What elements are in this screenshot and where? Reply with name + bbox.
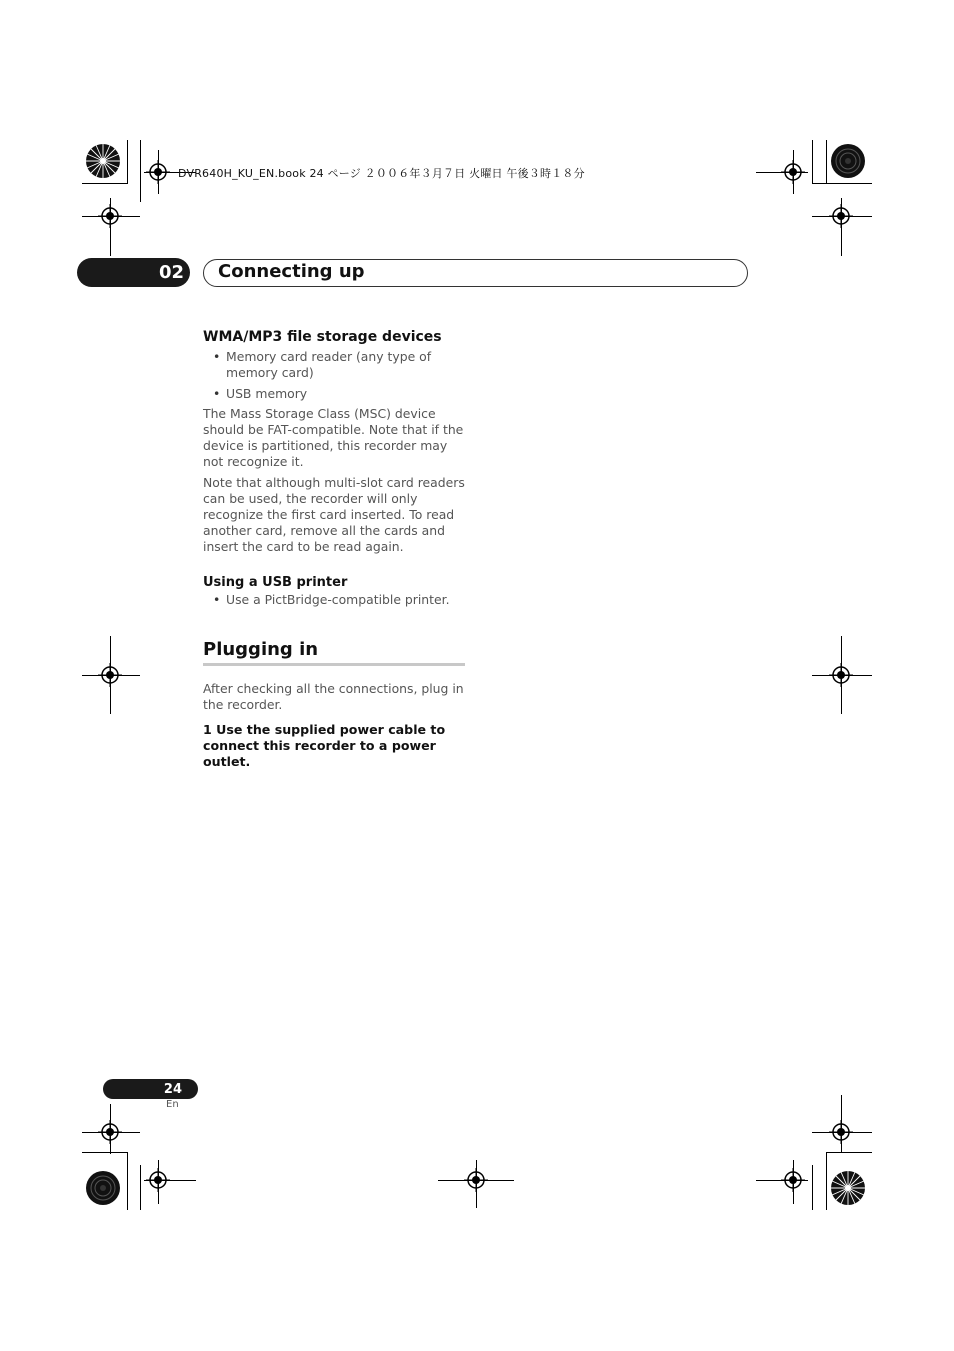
chapter-title-box	[203, 259, 748, 287]
storage-paragraph-fat: The Mass Storage Class (MSC) device should be FAT-compatible. Note that if the device is partitioned, this recorder may not recognize it.	[203, 406, 464, 469]
registration-mark-icon	[98, 663, 122, 687]
chapter-number-badge: 02	[77, 258, 190, 287]
registration-mark-icon	[829, 204, 853, 228]
storage-paragraph-multislot: Note that although multi-slot card readers can be used, the recorder will only recognize the first card inserted. To read another card, remove all the cards and insert the card to be read again.	[203, 475, 465, 554]
registration-mark-icon	[781, 1168, 805, 1192]
starburst-wheel-icon	[830, 1170, 866, 1206]
registration-mark-icon	[829, 663, 853, 687]
storage-section-heading: WMA/MP3 file storage devices	[203, 329, 442, 345]
plugging-in-heading: Plugging in	[203, 639, 319, 660]
printer-section-heading: Using a USB printer	[203, 575, 348, 590]
list-item: • USB memory	[213, 386, 308, 401]
list-item: • Memory card reader (any type of memory card)	[213, 349, 432, 380]
registration-mark-icon	[146, 160, 170, 184]
page-number-badge: 24	[103, 1079, 198, 1099]
registration-mark-icon	[464, 1168, 488, 1192]
starburst-wheel-icon	[85, 143, 121, 179]
registration-mark-icon	[146, 1168, 170, 1192]
starburst-wheel-icon	[85, 1170, 121, 1206]
registration-mark-icon	[98, 204, 122, 228]
language-label: En	[166, 1099, 179, 1110]
heading-rule	[203, 663, 465, 666]
chapter-title: Connecting up	[218, 261, 365, 282]
registration-mark-icon	[829, 1120, 853, 1144]
list-item: • Use a PictBridge-compatible printer.	[213, 592, 450, 607]
registration-mark-icon	[781, 160, 805, 184]
plugging-step-1: 1 Use the supplied power cable to connect this recorder to a power outlet.	[203, 722, 446, 769]
file-info-header: DVR640H_KU_EN.book 24 ページ ２００６年３月７日 火曜日 午後３時１８分	[178, 167, 585, 180]
starburst-wheel-icon	[830, 143, 866, 179]
registration-mark-icon	[98, 1120, 122, 1144]
plugging-intro: After checking all the connections, plug in the recorder.	[203, 681, 464, 712]
